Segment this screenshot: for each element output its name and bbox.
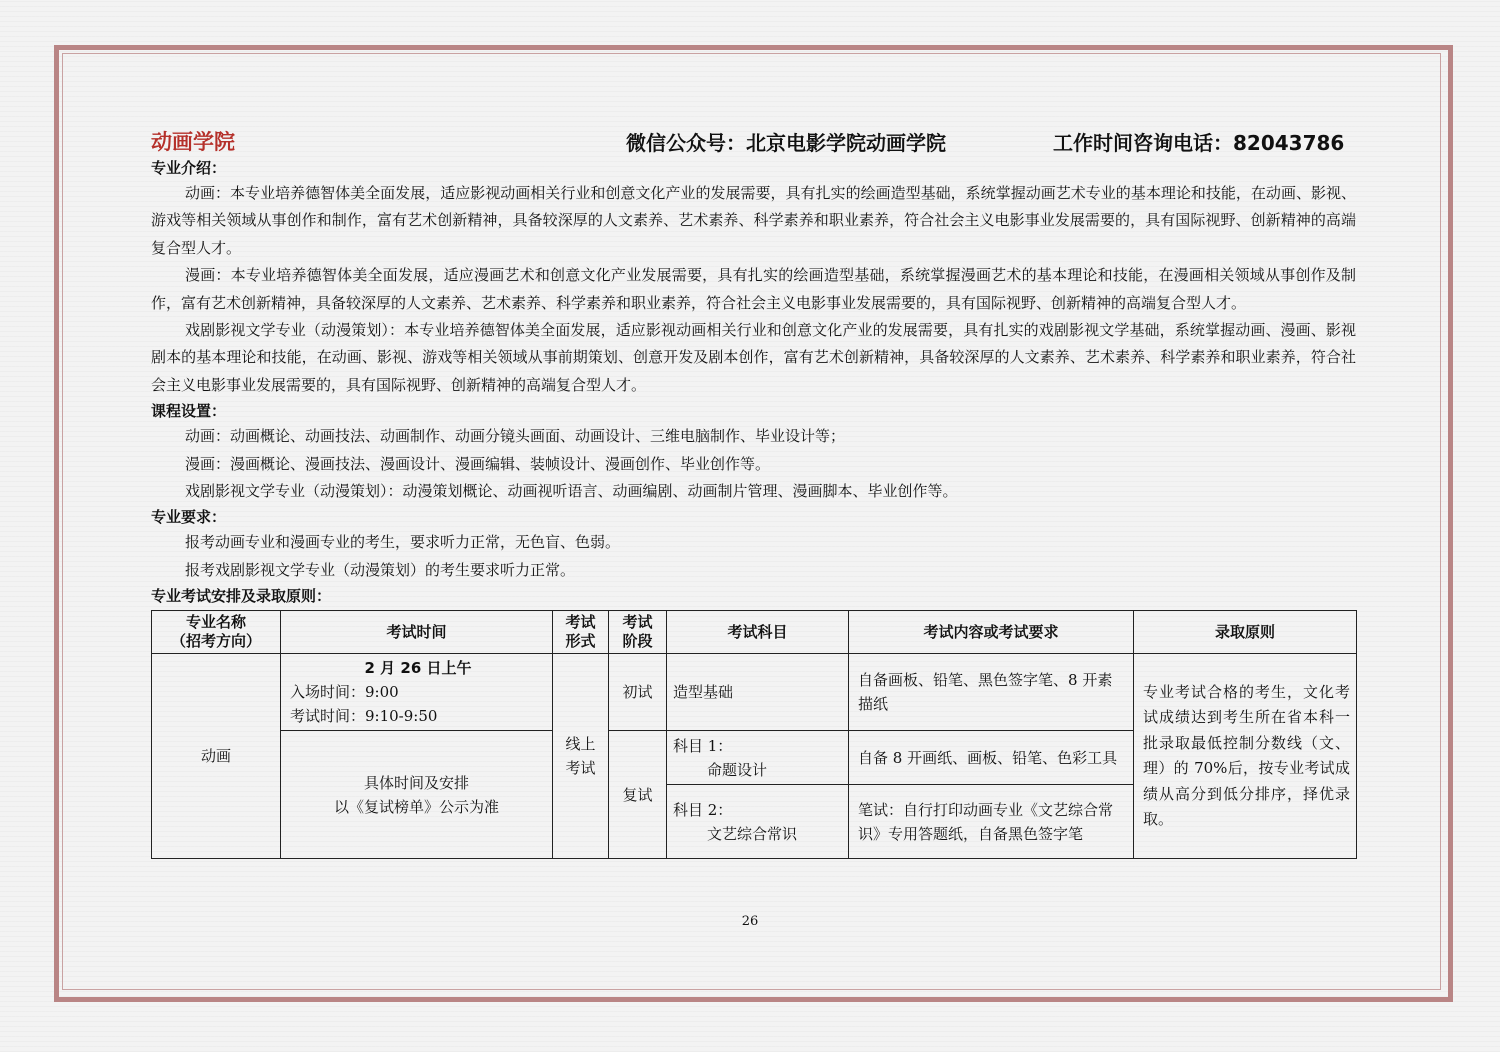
page-header	[151, 126, 1356, 156]
intro-title: 专业介绍：	[151, 159, 227, 177]
subject-r1-label: 科目 1：	[673, 736, 733, 755]
header-form	[553, 611, 609, 654]
cell-stage-second: 复试	[609, 731, 667, 859]
form-line1: 线上	[565, 735, 596, 754]
courses-section	[151, 399, 1356, 505]
header-stage-line2: 阶段	[622, 632, 653, 651]
cell-admission: 专业考试合格的考生，文化考试成绩达到考生所在省本科一批录取最低控制分数线（文、理）的 70%后，按专业考试成绩从高分到低分排序，择优录取。	[1134, 654, 1357, 859]
requirements-line-2: 报考戏剧影视文学专业（动漫策划）的考生要求听力正常。	[185, 560, 576, 579]
cell-content-retest-2: 笔试：自行打印动画专业《文艺综合常识》专用答题纸，自备黑色签字笔	[849, 785, 1134, 859]
header-major-line2: （招考方向）	[170, 632, 261, 651]
cell-form	[553, 654, 609, 859]
courses-line-animation: 动画：动画概论、动画技法、动画制作、动画分镜头画面、动画设计、三维电脑制作、毕业设计等；	[185, 427, 846, 446]
exam-table-header-row	[152, 611, 1357, 654]
cell-major: 动画	[152, 654, 281, 859]
cell-subject-first: 造型基础	[667, 654, 849, 731]
header-stage-line1: 考试	[622, 613, 653, 632]
contact-phone: 工作时间咨询电话：82043786	[1053, 131, 1345, 155]
requirements-title: 专业要求：	[151, 508, 227, 527]
cell-stage-first: 初试	[609, 654, 667, 731]
header-content: 考试内容或考试要求	[849, 611, 1134, 654]
header-form-line2: 形式	[565, 632, 596, 651]
cell-content-retest-1: 自备 8 开画纸、画板、铅笔、色彩工具	[849, 731, 1134, 785]
header-form-line1: 考试	[565, 613, 596, 632]
page-content	[151, 126, 1356, 859]
header-admission: 录取原则	[1134, 611, 1357, 654]
retest-time-line2: 以《复试榜单》公示为准	[333, 797, 499, 816]
header-major	[152, 611, 281, 654]
subject-r2-label: 科目 2：	[673, 800, 733, 819]
college-name: 动画学院	[151, 130, 235, 154]
courses-line-planning: 戏剧影视文学专业（动漫策划）：动漫策划概论、动画视听语言、动画编剧、动画制片管理、漫画脚本、毕业创作等。	[185, 482, 958, 501]
exam-time: 考试时间：9:10-9:50	[290, 707, 438, 726]
cell-first-time	[281, 654, 553, 731]
header-time: 考试时间	[281, 611, 553, 654]
retest-time-line1: 具体时间及安排	[363, 773, 469, 792]
cell-subject-retest-2	[667, 785, 849, 859]
first-date: 2 月 26 日上午	[364, 659, 472, 678]
header-major-line1: 专业名称	[185, 613, 246, 632]
header-subject: 考试科目	[667, 611, 849, 654]
exam-row-first	[152, 654, 1357, 731]
exam-title: 专业考试安排及录取原则：	[151, 587, 332, 606]
cell-content-first: 自备画板、铅笔、黑色签字笔、8 开素描纸	[849, 654, 1134, 731]
page-number: 26	[741, 914, 759, 929]
intro-paragraph-animation: 动画：本专业培养德智体美全面发展，适应影视动画相关行业和创意文化产业的发展需要，具有扎实的绘画造型基础，系统掌握动画艺术专业的基本理论和技能，在动画、影视、游戏等相关领域从事创作和制作，富有艺术创新精神，具备较深厚的人文素养、艺术素养、科学素养和职业素养，符合社会主义电影事业发展需要的，具有国际视野、创新精神的高端复合型人才。	[151, 184, 1356, 257]
subject-r1-name: 命题设计	[707, 760, 768, 779]
entry-time: 入场时间：9:00	[290, 683, 399, 702]
intro-section	[151, 156, 1356, 399]
courses-title: 课程设置：	[151, 402, 227, 421]
wechat-account: 微信公众号：北京电影学院动画学院	[626, 131, 946, 155]
requirements-line-1: 报考动画专业和漫画专业的考生，要求听力正常，无色盲、色弱。	[185, 533, 621, 552]
exam-table	[151, 610, 1357, 859]
intro-paragraph-comics: 漫画：本专业培养德智体美全面发展，适应漫画艺术和创意文化产业发展需要，具有扎实的绘画造型基础，系统掌握漫画艺术的基本理论和技能，在漫画相关领域从事创作及制作，富有艺术创新精神，具备较深厚的人文素养、艺术素养、科学素养和职业素养，符合社会主义电影事业发展需要的，具有国际视野、创新精神的高端复合型人才。	[151, 266, 1356, 312]
intro-paragraph-planning: 戏剧影视文学专业（动漫策划）：本专业培养德智体美全面发展，适应影视动画相关行业和创意文化产业的发展需要，具有扎实的戏剧影视文学基础，系统掌握动画、漫画、影视剧本的基本理论和技能，在动画、影视、游戏等相关领域从事前期策划、创意开发及剧本创作，富有艺术创新精神，具备较深厚的人文素养、艺术素养、科学素养和职业素养，符合社会主义电影事业发展需要的，具有国际视野、创新精神的高端复合型人才。	[151, 321, 1356, 394]
form-line2: 考试	[565, 759, 596, 778]
cell-subject-retest-1	[667, 731, 849, 785]
cell-retest-time	[281, 731, 553, 859]
requirements-section	[151, 505, 1356, 584]
courses-line-comics: 漫画：漫画概论、漫画技法、漫画设计、漫画编辑、装帧设计、漫画创作、毕业创作等。	[185, 454, 771, 473]
subject-r2-name: 文艺综合常识	[707, 824, 798, 843]
header-stage	[609, 611, 667, 654]
